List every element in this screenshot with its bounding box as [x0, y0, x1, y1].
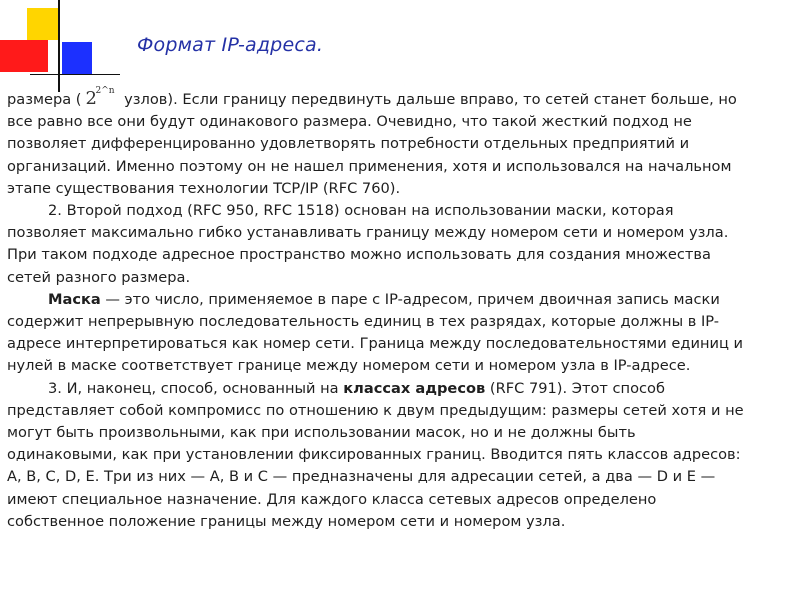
formula-exponent: 2^n: [95, 86, 115, 96]
text-line: этапе существования технологии TCP/IP (RFC 760).: [7, 179, 401, 197]
term-address-classes: классах адресов: [343, 379, 486, 397]
text-line: могут быть произвольными, как при использовании масок, но и не должны быть: [7, 424, 636, 442]
formula-power-of-two: [82, 86, 118, 109]
term-mask: Маска: [48, 290, 101, 308]
text-line: позволяет дифференцированно удовлетворять потребности отдельных предприятий и: [7, 135, 690, 153]
text-fragment: размера (: [7, 91, 82, 108]
text-line: содержит непрерывную последовательность единиц в тех разрядах, которые должны в IP-: [7, 313, 720, 331]
text-fragment: 2. Второй подход (RFC 950, RFC 1518) основан на использовании маски, которая: [48, 202, 674, 220]
text-fragment: 3. И, наконец, способ, основанный на: [48, 379, 344, 397]
text-line: При таком подходе адресное пространство можно использовать для создания множества: [7, 246, 711, 264]
text-line: позволяет максимально гибко устанавливать границу между номером сети и номером узла.: [7, 224, 729, 242]
text-line: [7, 86, 797, 111]
text-fragment: узлов). Если границу передвинуть дальше вправо, то сетей станет больше, но: [119, 91, 737, 108]
text-line: организаций. Именно поэтому он не нашел применения, хотя и использовался на начальном: [7, 157, 732, 175]
slide-body: [7, 86, 797, 533]
decor-horizontal-line: [30, 74, 120, 75]
text-fragment: — это число, применяемое в паре с IP-адресом, причем двоичная запись маски: [100, 290, 720, 308]
text-fragment: (RFC 791). Этот способ: [485, 379, 665, 397]
text-line: собственное положение границы между номером сети и номером узла.: [7, 512, 566, 530]
decor-blue-square: [62, 42, 92, 74]
text-line: все равно все они будут одинакового размера. Очевидно, что такой жесткий подход не: [7, 113, 692, 131]
text-line: [7, 289, 797, 311]
slide-title: Формат IP-адреса.: [137, 34, 324, 56]
text-line: [7, 378, 797, 400]
text-line: одинаковыми, как при установлении фиксированных границ. Вводится пять классов адресов:: [7, 446, 741, 464]
text-line: А, В, С, D, Е. Три из них — А, В и С — предназначены для адресации сетей, а два — D и Е —: [7, 468, 716, 486]
formula-base: 2: [85, 88, 97, 109]
decor-red-square: [0, 40, 48, 72]
text-line: нулей в маске соответствует границе между номером сети и номером узла в IP-адресе.: [7, 357, 691, 375]
text-line: [7, 200, 797, 222]
decor-yellow-square: [27, 8, 59, 40]
text-line: представляет собой компромисс по отношению к двум предыдущим: размеры сетей хотя и не: [7, 401, 744, 419]
text-line: адресе интерпретироваться как номер сети. Граница между последовательностями единиц и: [7, 335, 744, 353]
text-line: сетей разного размера.: [7, 268, 191, 286]
text-line: имеют специальное назначение. Для каждого класса сетевых адресов определено: [7, 490, 657, 508]
decor-vertical-line: [58, 0, 60, 92]
